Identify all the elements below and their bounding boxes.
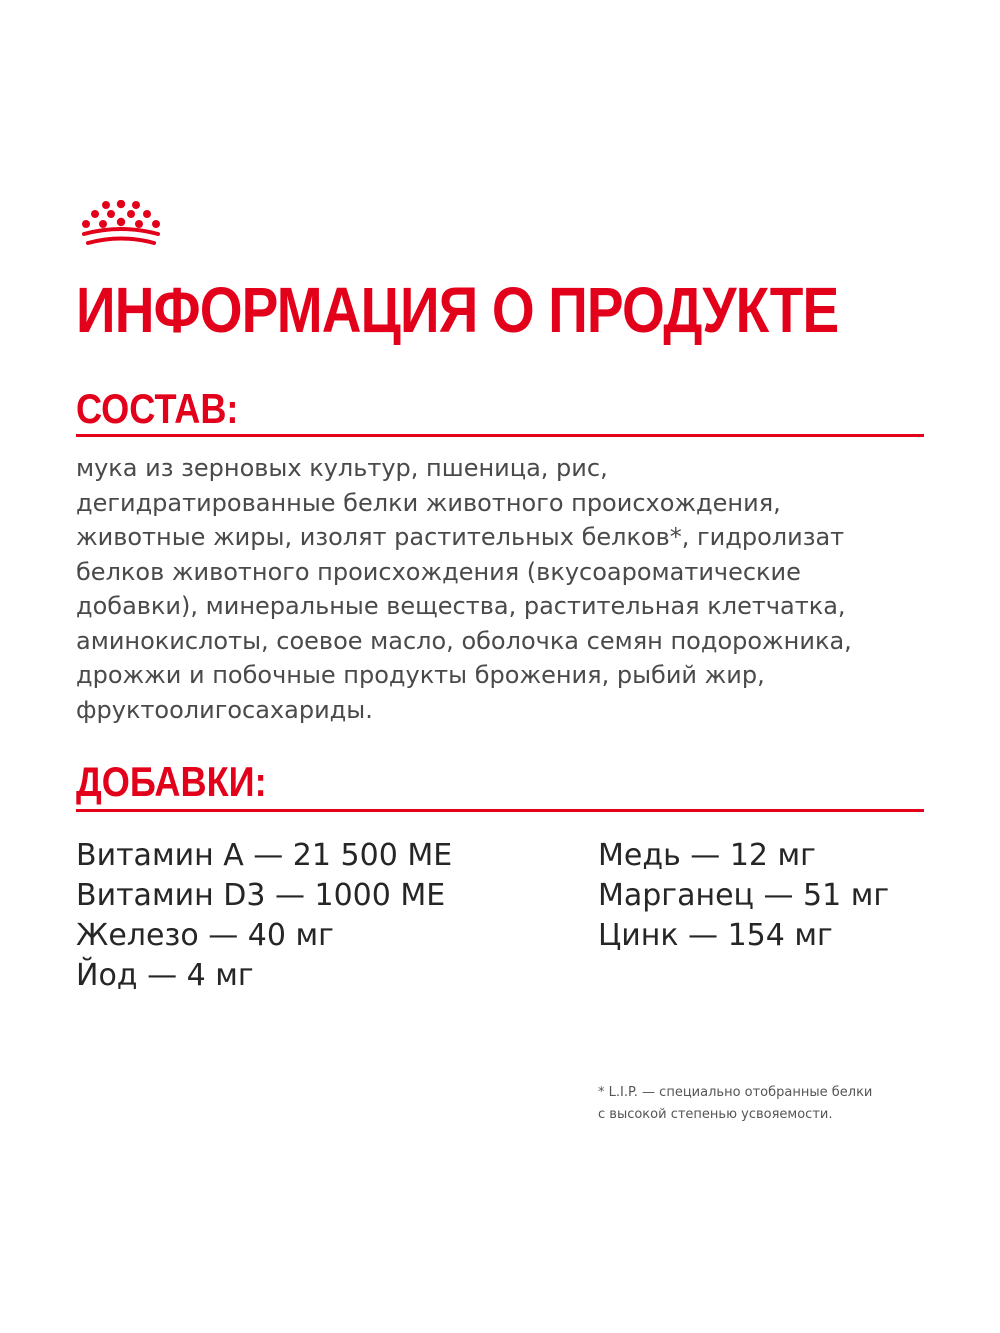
composition-heading: СОСТАВ: [76,385,239,432]
composition-divider [76,434,924,437]
additives-list-right [598,836,889,956]
page-title: ИНФОРМАЦИЯ О ПРОДУКТЕ [76,274,839,346]
additive-item: Железо — 40 мг [76,918,334,953]
composition-text: мука из зерновых культур, пшеница, рис, дегидратированные белки животного происхождения, животные жиры, изолят растительных белков*, гидролизат белков животного происхождения (вкусоароматические добавки), минеральные вещества, растительная клетчатка, аминокислоты, соевое масло, оболочка семян подорожника, дрожжи и побочные продукты брожения, рыбий жир, фруктоолигосахариды. [76,454,852,724]
additive-item: Цинк — 154 мг [598,918,833,953]
additives-list-left [76,836,452,996]
additives-heading: ДОБАВКИ: [76,758,267,805]
footnote: * L.I.P. — специально отобранные белки с высокой степенью усвояемости. [598,1085,873,1122]
additive-item: Витамин D3 — 1000 МЕ [76,878,446,913]
additives-divider [76,809,924,812]
additive-item: Медь — 12 мг [598,838,816,873]
additive-item: Витамин А — 21 500 МЕ [76,838,453,873]
additive-item: Марганец — 51 мг [598,878,890,913]
additive-item: Йод — 4 мг [76,958,254,993]
crown-icon [78,200,164,252]
